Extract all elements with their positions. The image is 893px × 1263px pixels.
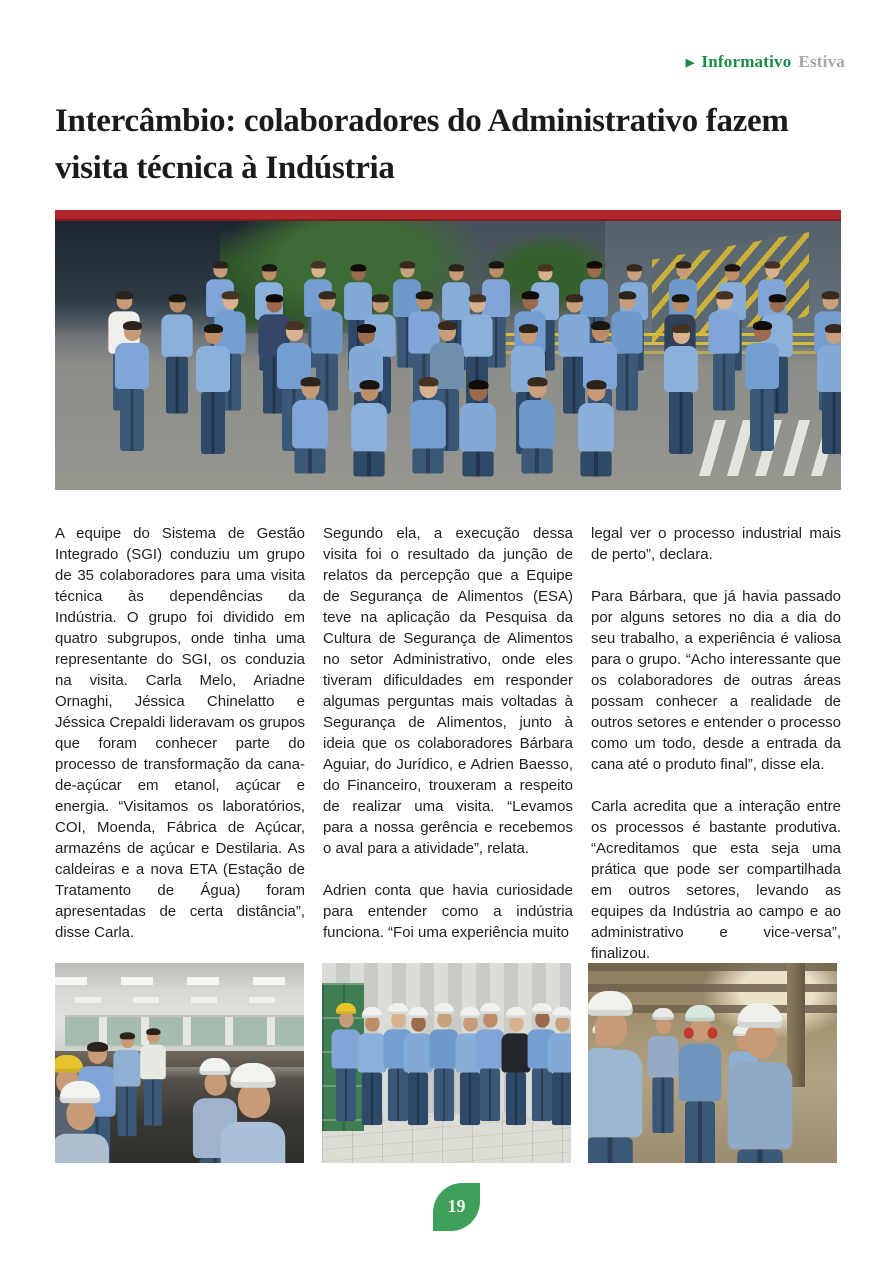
article-column-2 xyxy=(323,523,573,985)
person-figure xyxy=(215,1063,291,1163)
person-figure xyxy=(706,292,743,411)
person-figure xyxy=(722,1003,798,1163)
person-figure xyxy=(55,1081,114,1163)
person-figure xyxy=(159,295,196,414)
person-figure xyxy=(348,381,390,477)
person-figure xyxy=(588,991,648,1163)
article-paragraph: legal ver o processo industrial mais de perto”, declara. xyxy=(591,525,841,563)
person-figure xyxy=(675,1005,725,1163)
page-number-badge xyxy=(433,1183,480,1231)
page-number: 19 xyxy=(447,1195,466,1216)
person-figure xyxy=(814,325,841,454)
ceiling-lights xyxy=(75,997,304,1003)
article-body xyxy=(55,523,841,985)
person-figure xyxy=(138,1029,168,1126)
brand-estiva: Estiva xyxy=(798,52,845,71)
article-paragraph: Para Bárbara, que já havia passado por alguns setores no dia a dia do seu trabalho, a experiência é valiosa para o grupo. “Acho interessante que os colaboradores de outras áreas possam conhecer a realidade de outros setores e entender o processo como um todo, desde a entrada da cana até o produto final”, disse ela. xyxy=(591,588,841,773)
ceiling-lights xyxy=(55,977,304,985)
person-figure xyxy=(742,322,782,451)
gallery-photo-laboratory xyxy=(55,963,304,1163)
gallery-photo-plant xyxy=(588,963,837,1163)
gallery-photo-group xyxy=(322,963,571,1163)
arrow-icon: ▶ xyxy=(685,56,695,69)
person-figure xyxy=(112,322,152,451)
person-figure xyxy=(289,378,331,474)
article-paragraph: Segundo ela, a execução dessa visita foi o resultado da junção de relatos da percepção que a Equipe de Segurança de Alimentos (ESA) teve na aplicação da Pesquisa da Cultura de Segurança de Alimentos no setor Administrativo, onde eles tiveram dificuldades em responder algumas perguntas mais voltadas à Segurança de Alimentos, junto à ideia que os colaboradores Bárbara Aguiar, do Jurídico, e Adrien Baesso, do Financeiro, trouxeram a respeito de realizar uma visita. “Levamos para a nossa gerência e recebemos o aval para a atividade”, relata. xyxy=(323,525,573,857)
article-column-1 xyxy=(55,523,305,985)
person-figure xyxy=(661,325,701,454)
article-paragraph: Carla acredita que a interação entre os processos é bastante produtiva. “Acreditamos que esta seja uma prática que pode ser compartilhada em outros setores, levando as equipes da Indústria ao campo e ao administrativo e vice-versa”, finalizou. xyxy=(591,798,841,962)
person-figure xyxy=(575,381,617,477)
article-paragraph: A equipe do Sistema de Gestão Integrado (SGI) conduziu um grupo de 35 colaboradores para uma visita técnica às dependências da Indústria. O grupo foi dividido em quatro subgrupos, onde tinha uma representante do SGI, os conduzia na visita. Carla Melo, Ariadne Ornaghi, Jéssica Chinelatto e Jéssica Crepaldi lideravam os grupos que foram conhecer parte do processo de transformação da cana-de-açúcar em etanol, açúcar e energia. “Visitamos os laboratórios, COI, Moenda, Fábrica de Açúcar, armazéns de açúcar e Destilaria. As caldeiras e a nova ETA (Estação de Tratamento de Água) foram apresentadas de certa distância”, disse Carla. xyxy=(55,525,305,941)
person-figure xyxy=(516,378,558,474)
article-title: Intercâmbio: colaboradores do Administrativo fazem visita técnica à Indústria xyxy=(55,103,789,186)
person-figure xyxy=(545,1007,571,1125)
red-roof-beam xyxy=(55,210,841,221)
brand-informativo: Informativo xyxy=(701,52,792,71)
article-paragraph: Adrien conta que havia curiosidade para entender como a indústria funciona. “Foi uma experiência muito xyxy=(323,882,573,941)
person-figure xyxy=(407,378,449,474)
article-column-3 xyxy=(591,523,841,985)
main-group-photo xyxy=(55,210,841,490)
page-header xyxy=(686,52,845,72)
person-figure xyxy=(193,325,233,454)
person-figure xyxy=(457,381,499,477)
